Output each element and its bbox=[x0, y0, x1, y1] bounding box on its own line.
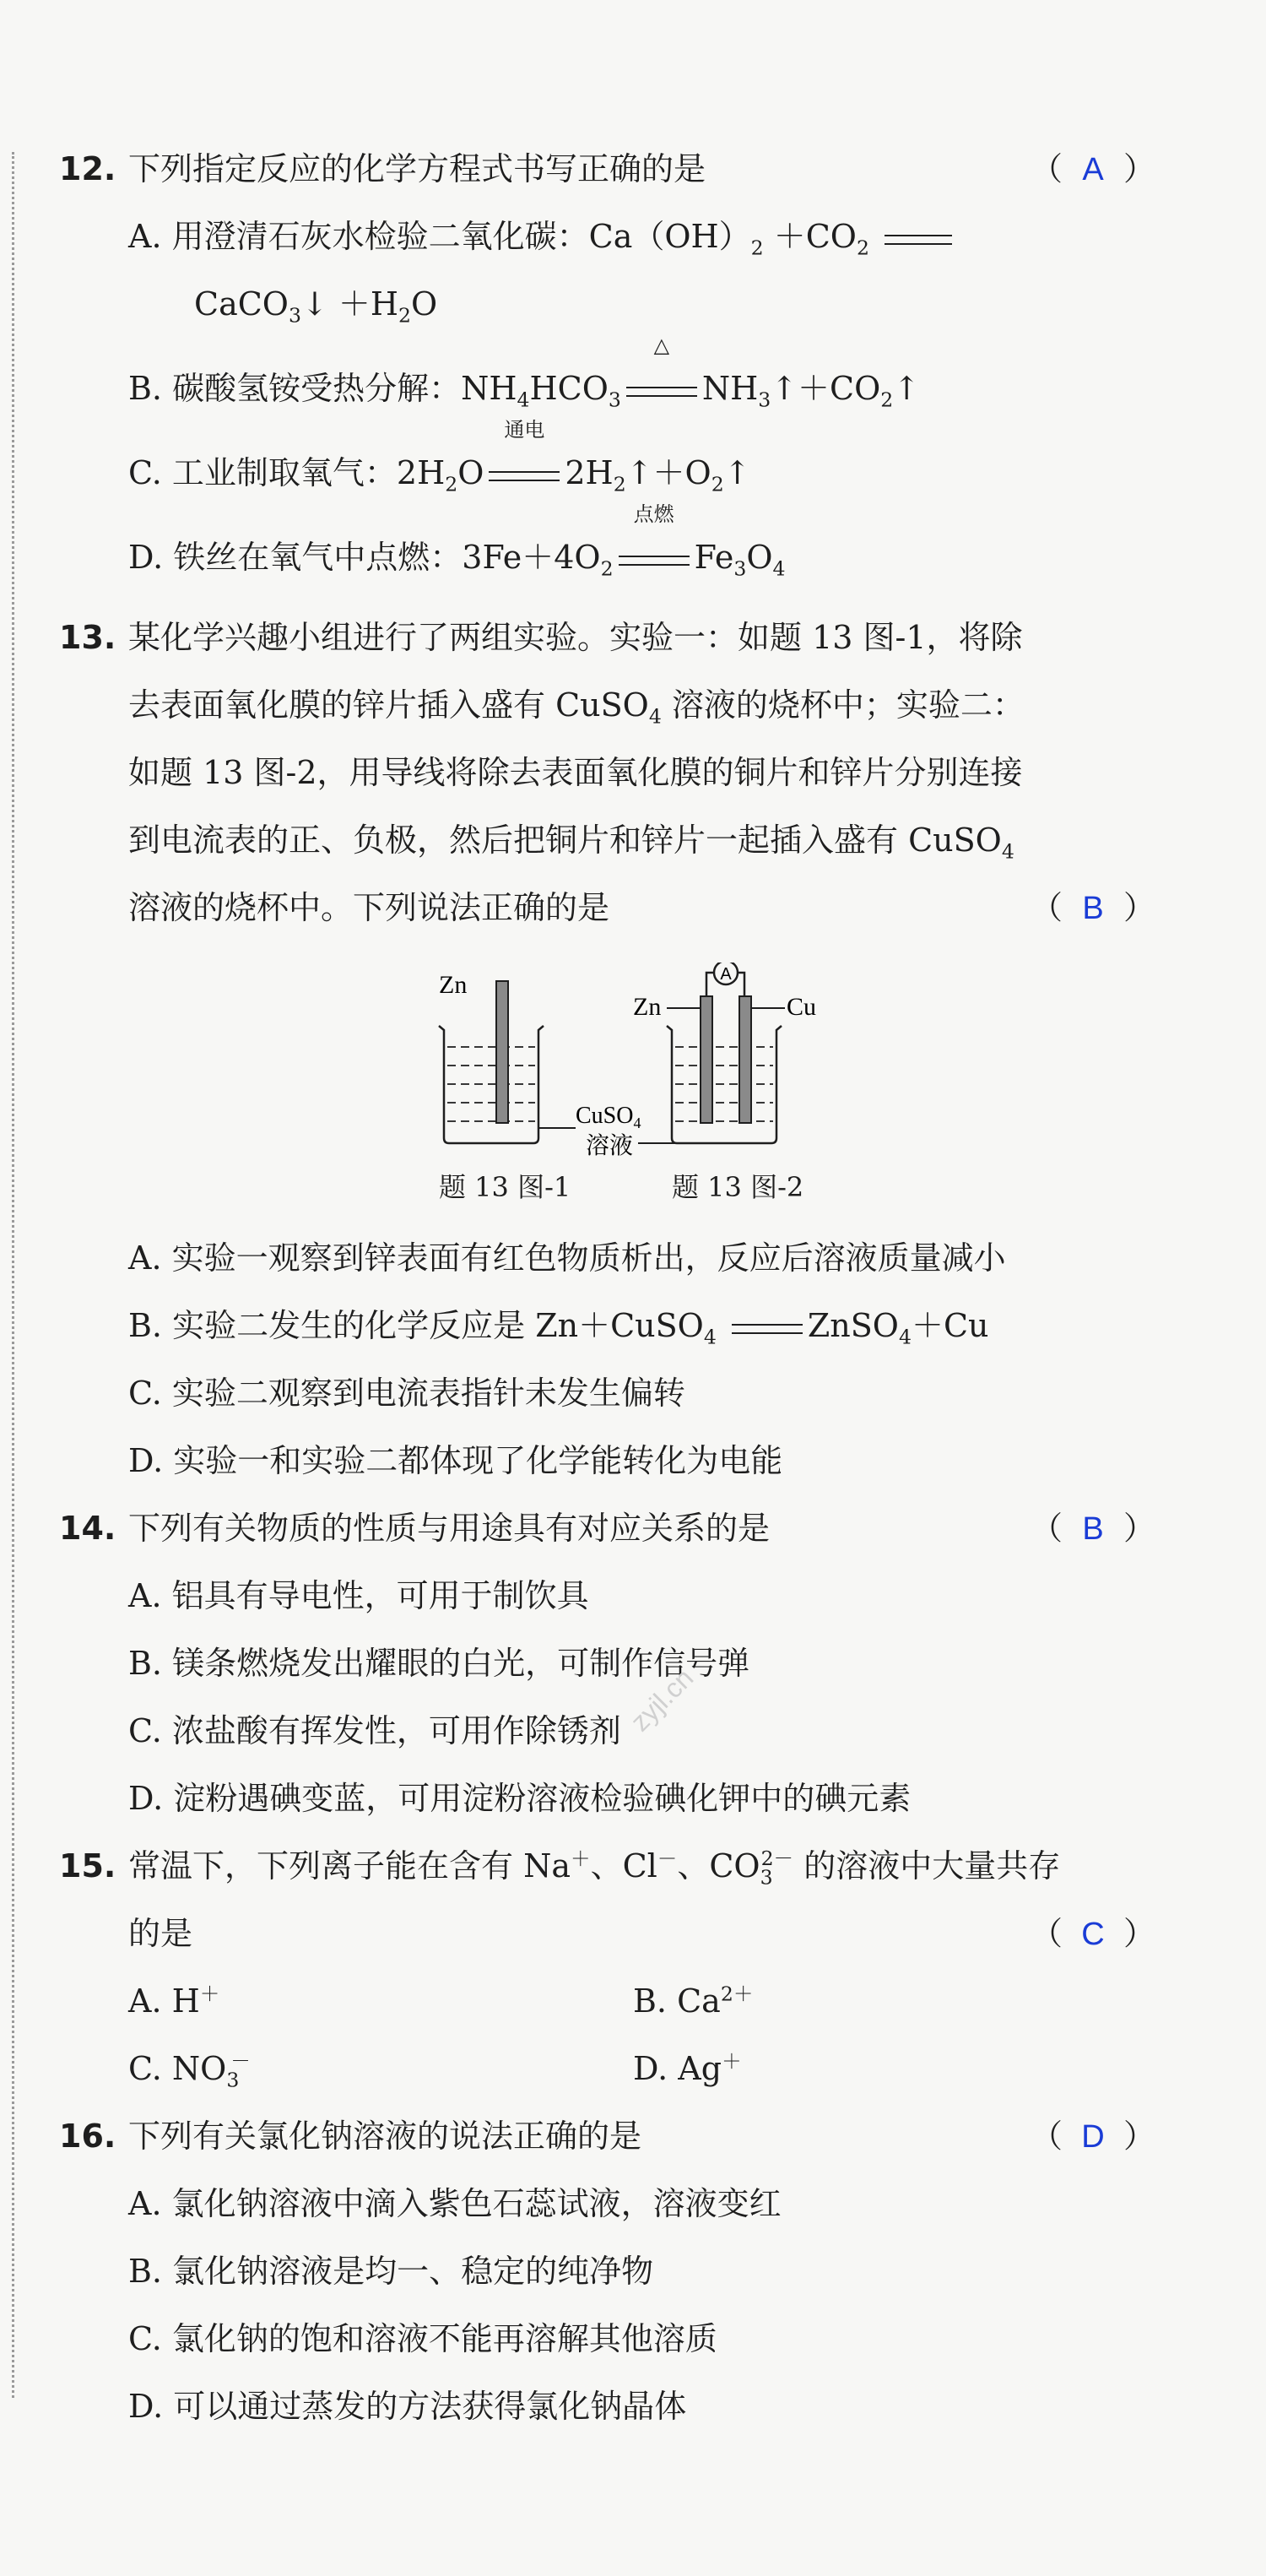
svg-text:A: A bbox=[720, 965, 732, 984]
caption-fig-2: 题 13 图-2 bbox=[672, 1171, 804, 1203]
answer-15: （ C ） bbox=[1030, 1915, 1156, 1952]
answer-13: （ B ） bbox=[1030, 889, 1156, 926]
answer-16: （ D ） bbox=[1030, 2118, 1156, 2155]
label-zn-2: Zn bbox=[633, 993, 662, 1021]
zinc-strip-1 bbox=[496, 981, 508, 1123]
caption-fig-1: 题 13 图-1 bbox=[439, 1171, 571, 1203]
answer-14: （ B ） bbox=[1030, 1510, 1156, 1547]
label-zn-1: Zn bbox=[439, 971, 468, 999]
margin-dotted-line bbox=[12, 152, 14, 2398]
zinc-strip-2 bbox=[701, 996, 712, 1123]
copper-strip bbox=[739, 996, 751, 1123]
answer-12: （ A ） bbox=[1030, 150, 1156, 187]
label-cu: Cu bbox=[787, 993, 817, 1021]
label-solution: 溶液 bbox=[586, 1131, 634, 1159]
label-cuso4: CuSO$_4$ bbox=[576, 1103, 641, 1131]
figure-13 bbox=[422, 963, 861, 1211]
watermark: zyjl.cn bbox=[624, 1662, 700, 1738]
